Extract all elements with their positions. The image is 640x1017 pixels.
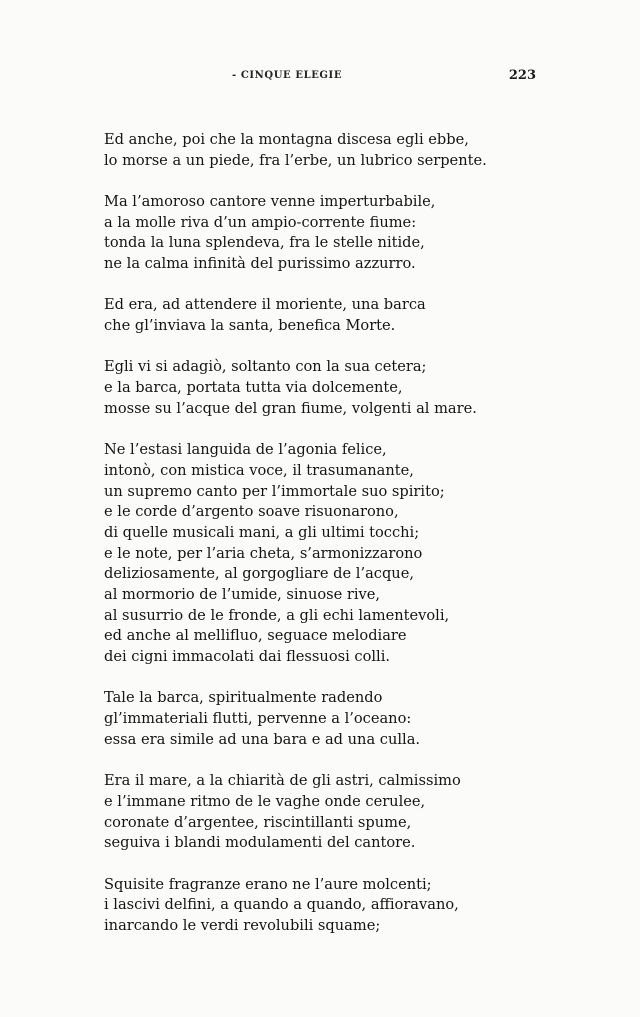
verse-line: e la barca, portata tutta via dolcemente, [104, 379, 403, 397]
verse-line: al susurrio de le fronde, a gli echi lamentevoli, [104, 606, 450, 624]
verse-line: i lascivi delfini, a quando a quando, affioravano, [104, 896, 459, 914]
verse-line: Squisite fragranze erano ne l’aure molcenti; [104, 875, 432, 893]
stanza [104, 875, 574, 937]
stanza [104, 130, 574, 171]
verse-line: Tale la barca, spiritualmente radendo [104, 689, 383, 707]
verse-line: e le corde d’argento soave risuonarono, [104, 503, 399, 521]
stanza [104, 295, 574, 336]
verse-line: essa era simile ad una bara e ad una culla. [104, 730, 421, 748]
verse-line: inarcando le verdi revolubili squame; [104, 916, 381, 934]
verse-line: di quelle musicali mani, a gli ultimi tocchi; [104, 523, 420, 541]
verse-line: al mormorio de l’umide, sinuose rive, [104, 586, 381, 604]
verse-line: Ne l’estasi languida de l’agonia felice, [104, 441, 387, 459]
page-header [0, 68, 640, 88]
verse-line: coronate d’argentee, riscintillanti spume, [104, 813, 412, 831]
verse-line: Era il mare, a la chiarità de gli astri, calmissimo [104, 772, 461, 790]
verse-line: Egli vi si adagiò, soltanto con la sua cetera; [104, 358, 427, 376]
verse-line: seguiva i blandi modulamenti del cantore. [104, 834, 416, 852]
stanza [104, 688, 574, 750]
stanza [104, 771, 574, 854]
verse-line: e l’immane ritmo de le vaghe onde cerulee, [104, 792, 426, 810]
verse-line: gl’immateriali flutti, pervenne a l’oceano: [104, 710, 412, 728]
verse-line: ne la calma infinità del purissimo azzurro. [104, 255, 416, 273]
verse-line: deliziosamente, al gorgogliare de l’acque, [104, 565, 414, 583]
page-number: 223 [508, 68, 536, 83]
verse-line: intonò, con mistica voce, il trasumanante, [104, 461, 414, 479]
verse-line: Ma l’amoroso cantore venne imperturbabile, [104, 193, 436, 210]
verse-line: mosse su l’acque del gran fiume, volgenti al mare. [104, 399, 477, 417]
verse-line: dei cigni immacolati dai flessuosi colli. [104, 648, 390, 666]
verse-line: lo morse a un piede, fra l’erbe, un lubrico serpente. [104, 151, 487, 169]
verse-line: Ed anche, poi che la montagna discesa egli ebbe, [104, 131, 469, 148]
verse-line: e le note, per l’aria cheta, s’armonizzarono [104, 544, 423, 562]
poem-body [104, 130, 574, 957]
stanza [104, 192, 574, 275]
running-head: - CINQUE ELEGIE [232, 70, 343, 81]
verse-line: tonda la luna splendeva, fra le stelle nitide, [104, 234, 425, 252]
stanza [104, 357, 574, 419]
verse-line: un supremo canto per l’immortale suo spirito; [104, 482, 445, 500]
stanza [104, 440, 574, 668]
verse-line: a la molle riva d’un ampio-corrente fiume: [104, 213, 417, 231]
verse-line: ed anche al mellifluo, seguace melodiare [104, 627, 407, 645]
verse-line: che gl’inviava la santa, benefica Morte. [104, 317, 396, 335]
verse-line: Ed era, ad attendere il moriente, una barca [104, 296, 426, 314]
